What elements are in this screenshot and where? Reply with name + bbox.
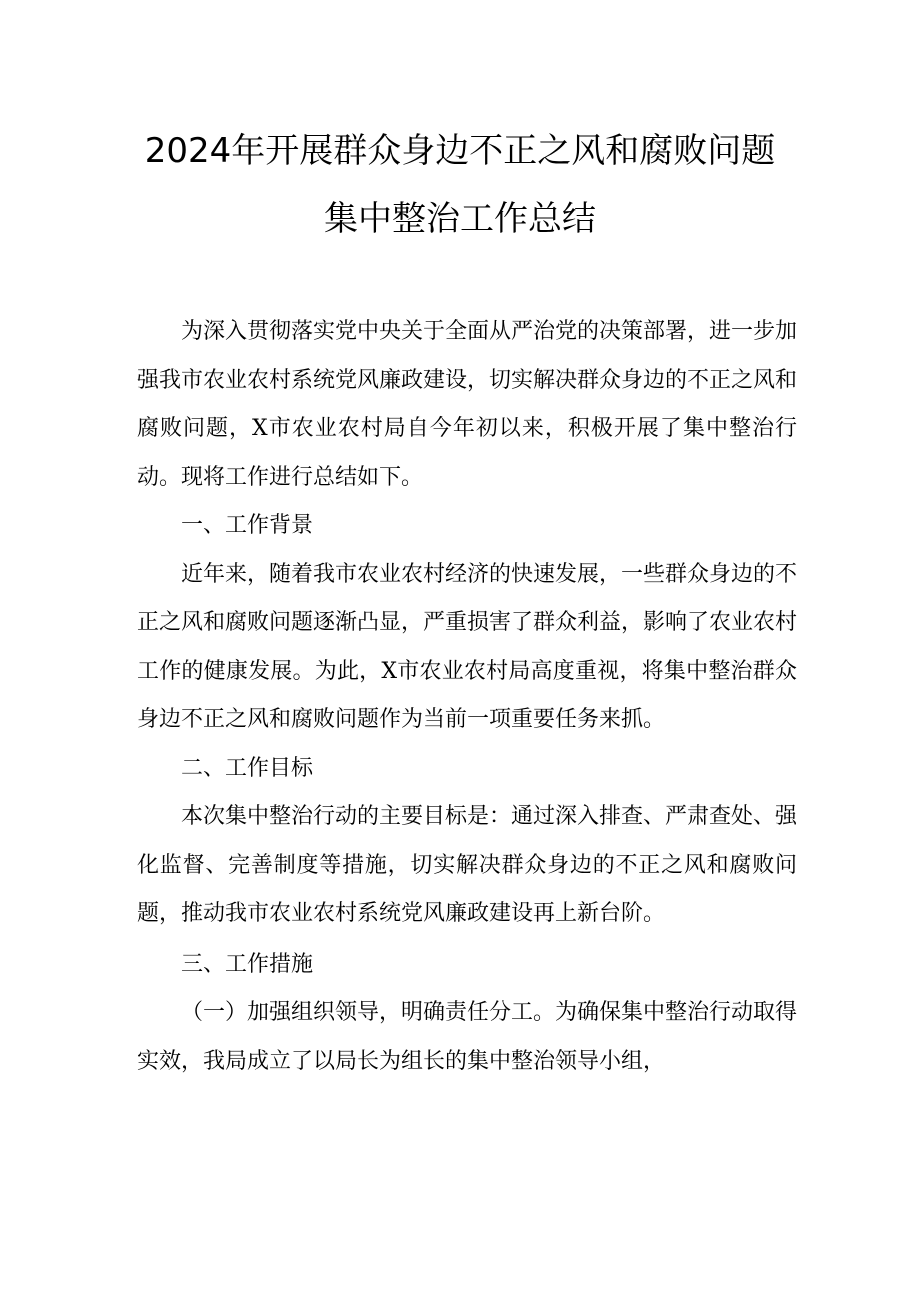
document-title-line-1: 2024年开展群众身边不正之风和腐败问题 [144, 131, 776, 171]
document-title-line-2: 集中整治工作总结 [324, 199, 596, 239]
background-paragraph: 近年来，随着我市农业农村经济的快速发展，一些群众身边的不正之风和腐败问题逐渐凸显，严重损害了群众利益，影响了农业农村工作的健康发展。为此，X市农业农村局高度重视，将集中整治群众身边不正之风和腐败问题作为当前一项重要任务来抓。 [137, 561, 798, 732]
section-heading-measures: 三、工作措施 [181, 951, 314, 977]
document-body [137, 308, 797, 1086]
section-heading-goals: 二、工作目标 [181, 755, 314, 781]
measures-paragraph-1: （一）加强组织领导，明确责任分工。为确保集中整治行动取得实效，我局成立了以局长为组长的集中整治领导小组， [137, 1000, 798, 1074]
goals-paragraph: 本次集中整治行动的主要目标是：通过深入排查、严肃查处、强化监督、完善制度等措施，切实解决群众身边的不正之风和腐败问题，推动我市农业农村系统党风廉政建设再上新台阶。 [137, 804, 798, 926]
intro-paragraph: 为深入贯彻落实党中央关于全面从严治党的决策部署，进一步加强我市农业农村系统党风廉政建设，切实解决群众身边的不正之风和腐败问题，X市农业农村局自今年初以来，积极开展了集中整治行动。现将工作进行总结如下。 [137, 319, 798, 490]
section-heading-background: 一、工作背景 [181, 513, 314, 538]
